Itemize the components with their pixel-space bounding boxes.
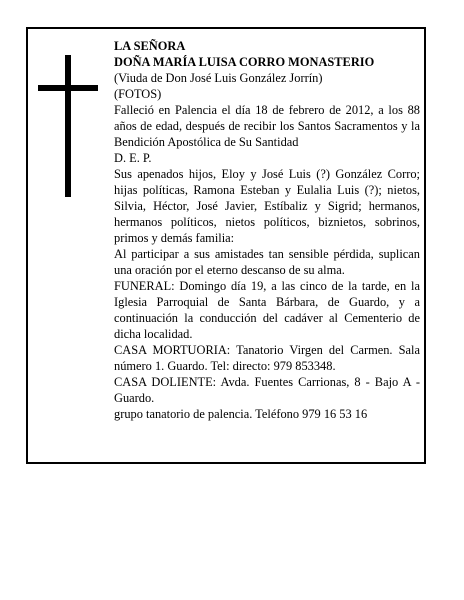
footer-contact: grupo tanatorio de palencia. Teléfono 979 16 53 16 [114, 407, 368, 421]
family-list: Sus apenados hijos, Eloy y José Luis (?) González Corro; hijas políticas, Ramona Esteban y Eulalia Luis (?); nietos, Silvia, Héctor, José Javier, Estíbaliz y Sigrid; hermanos, hermanos políticos, nietos políticos, biznietos, sobrinos, primos y demás familia: [114, 167, 420, 245]
cross-icon [38, 55, 98, 197]
death-info: Falleció en Palencia el día 18 de febrero de 2012, a los 88 años de edad, después de recibir los Santos Sacramentos y la Bendición Apostólica de Su Santidad [114, 103, 420, 149]
prayer-request: Al participar a sus amistades tan sensible pérdida, suplican una oración por el eterno descanso de su alma. [114, 247, 420, 277]
rip-line: D. E. P. [114, 151, 152, 165]
widow-of-line: (Viuda de Don José Luis González Jorrín) [114, 71, 323, 85]
notice-text [114, 38, 420, 422]
notice-heading: LA SEÑORA [114, 39, 186, 53]
mourning-house-info: CASA DOLIENTE: Avda. Fuentes Carrionas, 8 - Bajo A - Guardo. [114, 375, 420, 405]
photos-line: (FOTOS) [114, 87, 162, 101]
mortuary-info: CASA MORTUORIA: Tanatorio Virgen del Carmen. Sala número 1. Guardo. Tel: directo: 979 853348. [114, 343, 420, 373]
deceased-name: DOÑA MARÍA LUISA CORRO MONASTERIO [114, 55, 375, 69]
funeral-info: FUNERAL: Domingo día 19, a las cinco de la tarde, en la Iglesia Parroquial de Santa Bárbara, de Guardo, y a continuación la conducción del cadáver al Cementerio de dicha localidad. [114, 279, 420, 341]
